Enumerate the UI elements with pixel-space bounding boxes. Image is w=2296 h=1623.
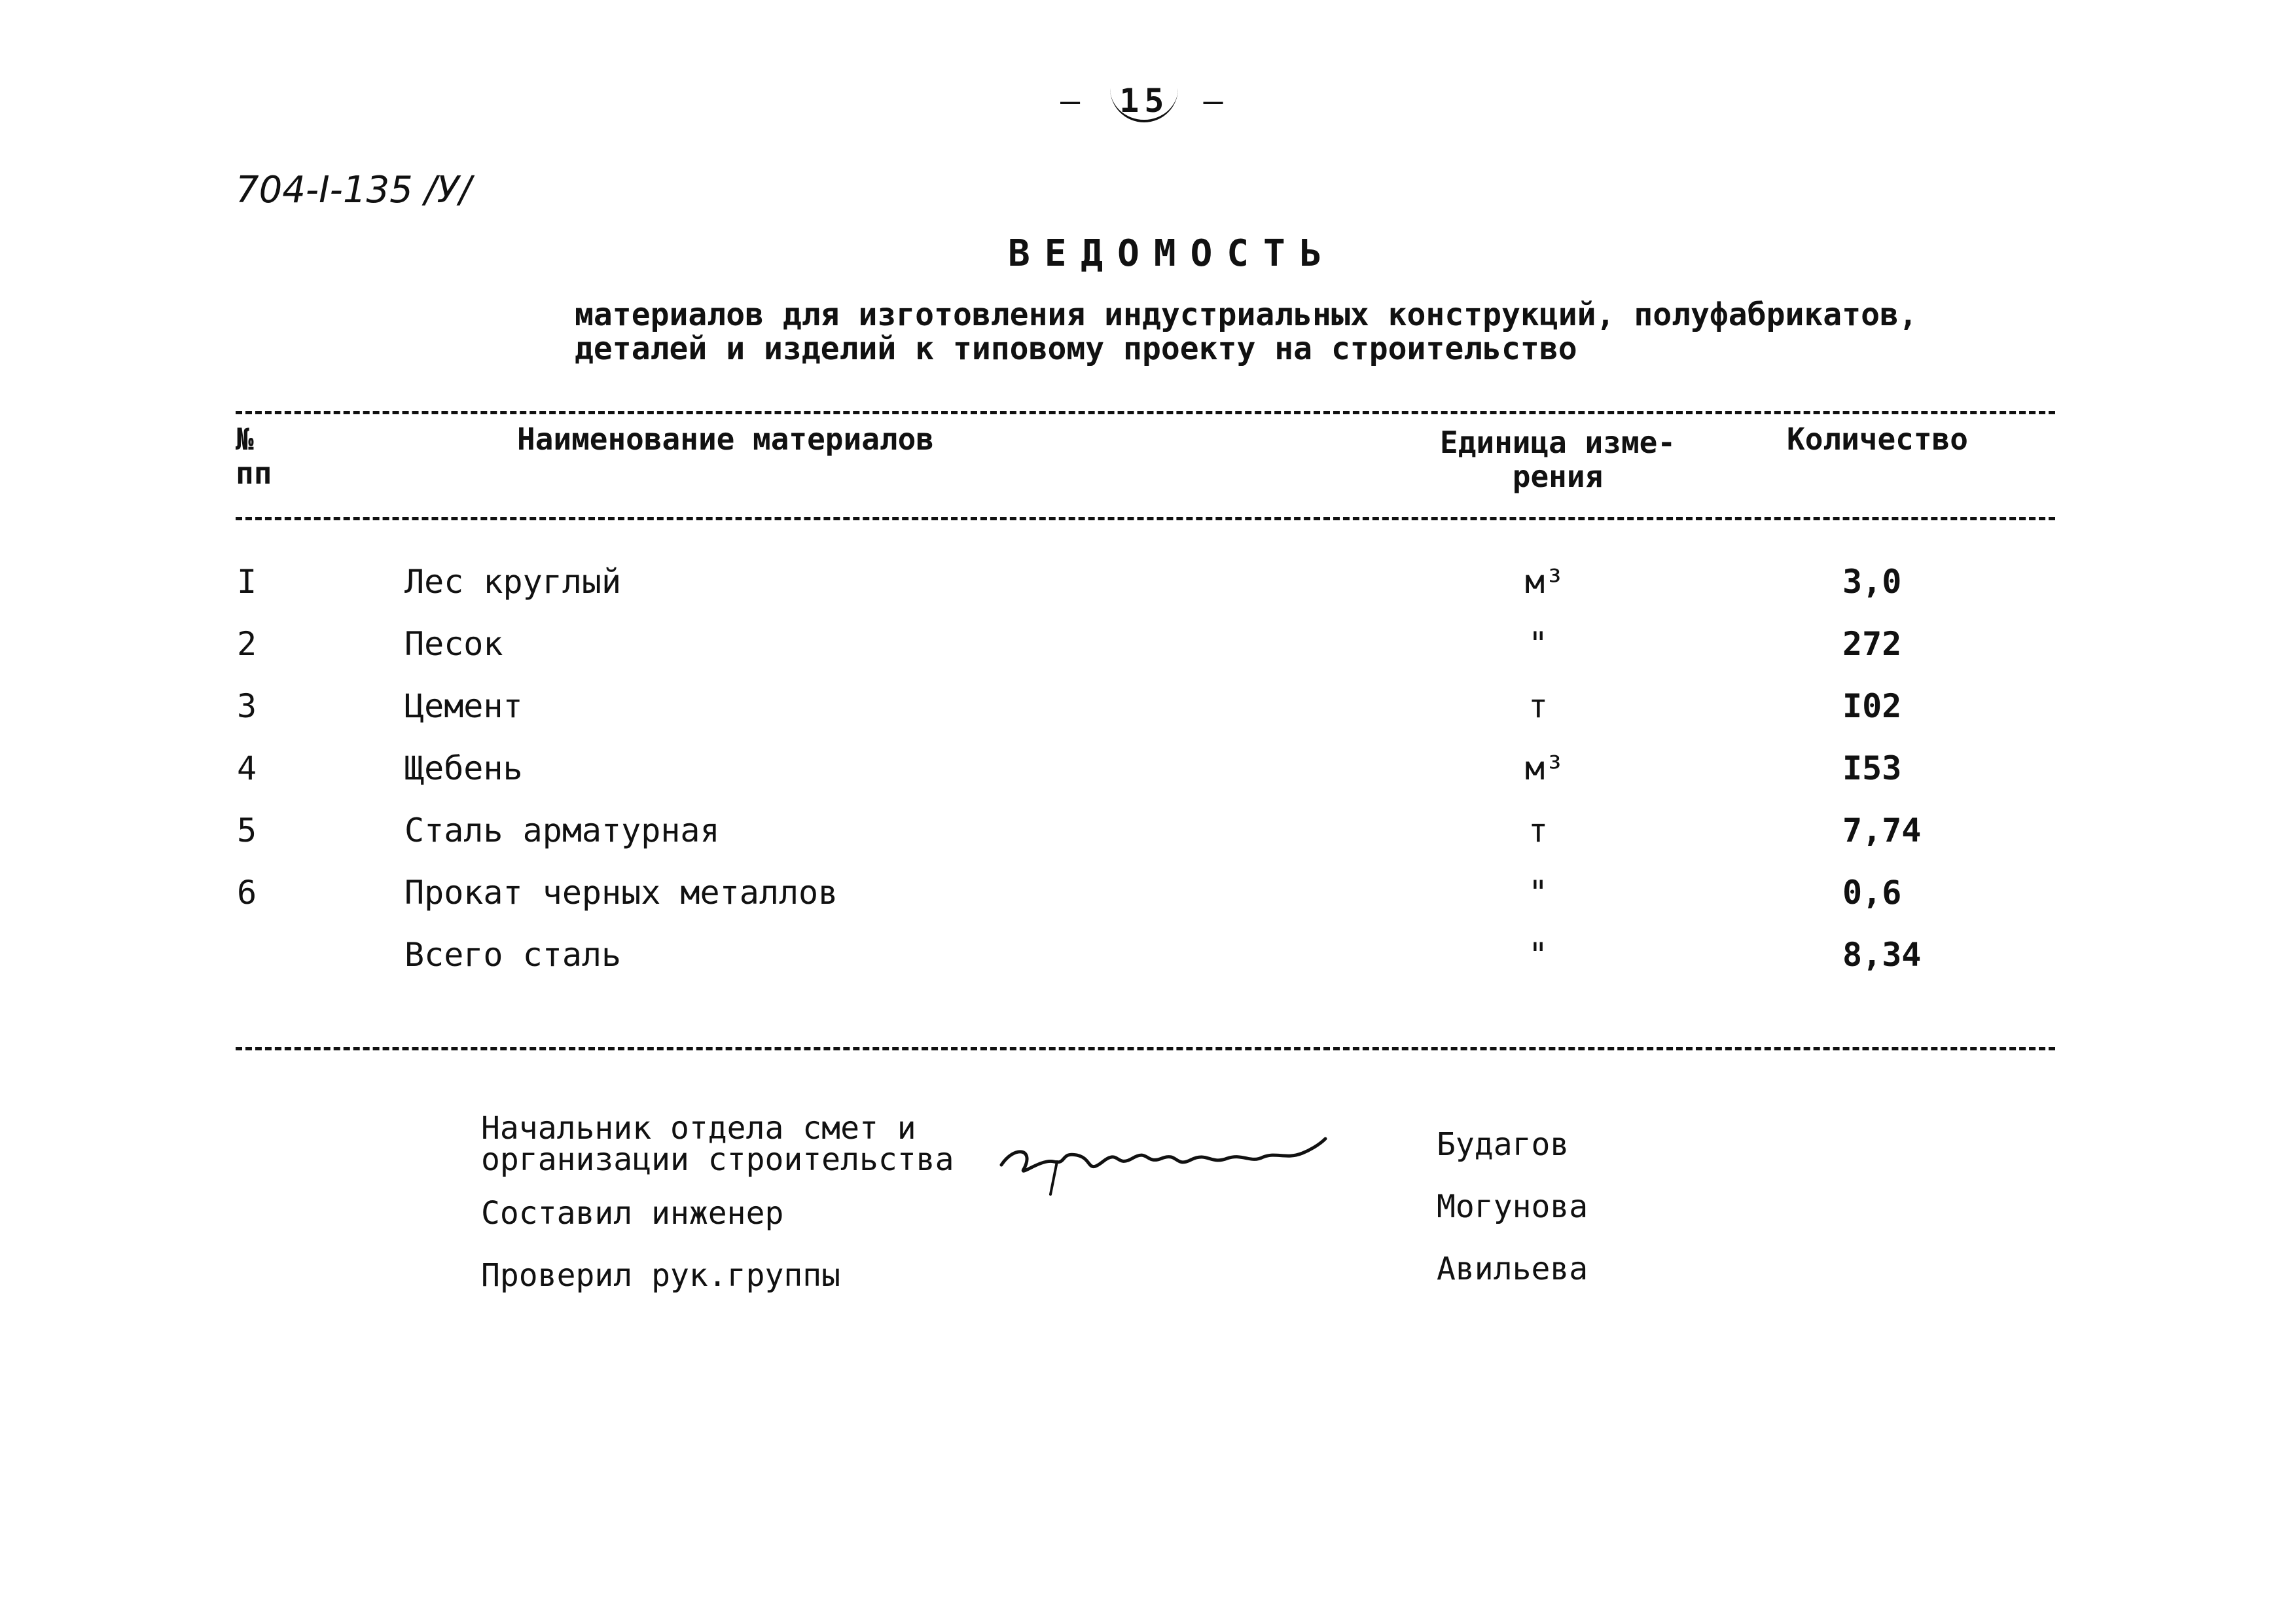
row-quantity: I02 [1842,687,1902,725]
row-unit: т [1528,687,1549,725]
row-unit: " [1528,625,1549,663]
document-code: 704-I-135 /У/ [236,169,472,211]
head-of-department-title [481,1110,954,1178]
row-material: Цемент [404,687,523,725]
checked-by-name: Авильева [1437,1251,1588,1287]
row-unit: м³ [1525,563,1565,601]
header-name: Наименование материалов [517,421,934,457]
row-unit: м³ [1525,749,1565,787]
row-quantity: 7,74 [1842,812,1922,849]
row-material: Песок [404,625,503,663]
subtitle-line-1: материалов для изготовления индустриальных конструкций, полуфабрикатов, [575,296,1918,333]
row-quantity: 272 [1842,625,1902,663]
header-number-line-2: пп [236,455,272,491]
header-number [236,422,272,490]
row-quantity: 3,0 [1842,563,1902,601]
row-material: Лес круглый [404,563,622,601]
table-header-rule [236,517,2055,520]
head-title-line-2: организации строительства [481,1141,954,1178]
row-material: Прокат черных металлов [404,874,838,912]
head-of-department-name: Будагов [1437,1126,1570,1163]
document-subtitle [575,298,1918,366]
handwritten-signature [995,1113,1335,1198]
row-unit: " [1528,874,1549,912]
row-number: 2 [237,625,257,663]
compiled-by-name: Могунова [1437,1188,1588,1225]
row-material: Щебень [404,749,523,787]
compiled-by-role: Составил инженер [481,1195,784,1232]
document-title: ВЕДОМОСТЬ [1008,232,1336,275]
head-title-line-1: Начальник отдела смет и [481,1110,916,1147]
row-unit: " [1528,936,1549,974]
header-unit-line-1: Единица изме- [1440,425,1676,460]
subtitle-line-2: деталей и изделий к типовому проекту на строительство [575,330,1577,367]
row-number: 4 [237,749,257,787]
row-quantity: I53 [1842,749,1902,787]
row-number: 3 [237,687,257,725]
row-material: Сталь арматурная [404,812,720,849]
table-top-rule [236,411,2055,414]
table-bottom-rule [236,1047,2055,1050]
row-quantity: 8,34 [1842,936,1922,974]
row-number: 5 [237,812,257,849]
page-number-value: 15 [1110,82,1178,122]
row-material: Всего сталь [404,936,622,974]
checked-by-role: Проверил рук.группы [481,1257,841,1294]
header-unit [1440,425,1676,493]
row-number: 6 [237,874,257,912]
header-unit-line-2: рения [1512,459,1604,494]
row-unit: т [1528,812,1549,849]
row-number: I [237,563,257,601]
header-quantity: Количество [1787,421,1968,457]
header-number-line-1: № [236,421,254,457]
row-quantity: 0,6 [1842,874,1902,912]
page-number: — 15 — [1060,82,1229,122]
